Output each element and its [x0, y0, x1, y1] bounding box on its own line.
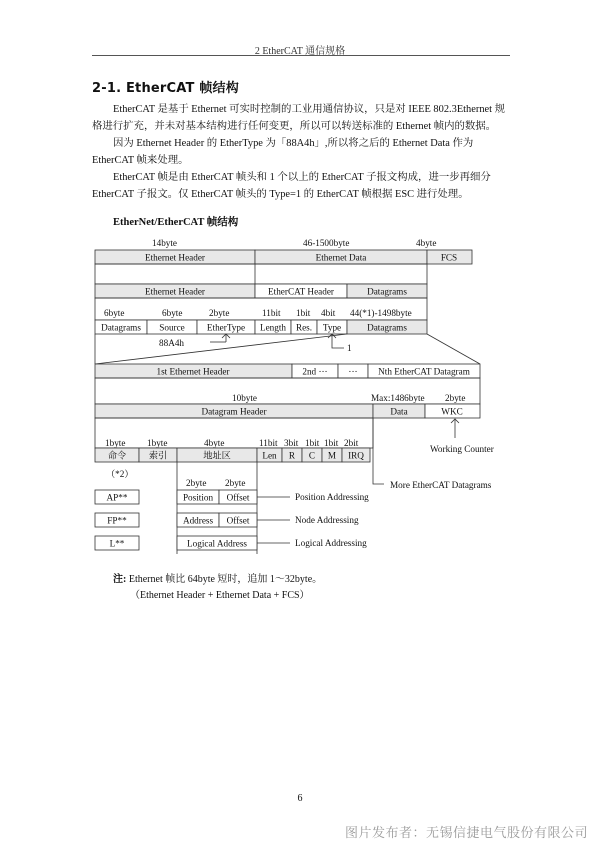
more-datagrams-label: More EtherCAT Datagrams	[390, 480, 492, 490]
frame-structure-diagram	[0, 232, 600, 572]
offset-label-2: Offset	[226, 515, 250, 526]
ethernet-header-label-2: Ethernet Header	[145, 286, 205, 297]
command-label: 命令	[107, 450, 127, 461]
header-rule	[92, 55, 510, 56]
expansion-frame-1	[95, 264, 427, 284]
position-addressing-label: Position Addressing	[295, 492, 369, 502]
more-datagrams-line	[373, 418, 384, 484]
dots-label: ···	[348, 366, 358, 377]
publisher-watermark: 图片发布者：无锡信捷电气股份有限公司	[344, 826, 588, 841]
exp-diag-right	[427, 334, 480, 364]
size-ethertype: 2byte	[209, 308, 230, 318]
running-header: 2 EtherCAT 通信规格	[254, 46, 346, 57]
ethernet-header-label: Ethernet Header	[145, 252, 205, 263]
size-fcs: 4byte	[416, 238, 437, 248]
fcs-label: FCS	[440, 252, 458, 263]
size-address: 4byte	[204, 438, 225, 448]
size-length: 11bit	[262, 308, 281, 318]
size-datagrams: 6byte	[104, 308, 125, 318]
size-command: 1byte	[105, 438, 126, 448]
size-m: 1bit	[324, 438, 339, 448]
source-field-label: Source	[159, 322, 185, 333]
len-label: Len	[262, 450, 277, 461]
data-label: Data	[390, 406, 408, 417]
index-label: 索引	[148, 450, 168, 461]
size-c: 1bit	[305, 438, 320, 448]
type-value: 1	[347, 343, 352, 353]
paragraph-1: EtherCAT 是基于 Ethernet 可实时控制的工业用通信协议，只是对 IEEE 802.3Ethernet 规格进行扩充，并未对基本结构进行任何变更，所以可以转送标准的 Ethernet 帧内的数据。	[92, 104, 505, 132]
ethernet-data-label: Ethernet Data	[315, 252, 367, 263]
size-type: 4bit	[321, 308, 336, 318]
address-label-2: Address	[182, 515, 214, 526]
section-title: 2-1. EtherCAT 帧结构	[92, 81, 239, 96]
size-ethernet-header: 14byte	[152, 238, 178, 248]
datagrams-field-2-label: Datagrams	[367, 322, 407, 333]
size-r: 3bit	[284, 438, 299, 448]
datagram-header-label: Datagram Header	[201, 406, 267, 417]
wkc-label: WKC	[441, 406, 463, 417]
size-data: Max:1486byte	[371, 393, 425, 403]
address-label: 地址区	[203, 450, 231, 461]
size-index: 1byte	[147, 438, 168, 448]
fp-label: FP**	[107, 515, 127, 526]
res-field-label: Res.	[295, 322, 313, 333]
position-label: Position	[182, 492, 214, 503]
size-res: 1bit	[296, 308, 311, 318]
offset-label-1: Offset	[226, 492, 250, 503]
note-label: 注:	[113, 574, 127, 585]
l-label: L**	[109, 538, 125, 549]
note-line-1	[113, 570, 322, 585]
type-field-label: Type	[322, 322, 342, 333]
size-ethernet-data: 46-1500byte	[303, 238, 350, 248]
size-len: 11bit	[259, 438, 278, 448]
ethercat-header-label: EtherCAT Header	[268, 286, 334, 297]
c-label: C	[308, 450, 316, 461]
m-label: M	[327, 450, 337, 461]
datagrams-field-label: Datagrams	[101, 322, 141, 333]
size-datagrams-2: 44(*1)-1498byte	[350, 308, 412, 318]
first-ethernet-header-label: 1st Ethernet Header	[156, 366, 230, 377]
size-position: 2byte	[186, 478, 207, 488]
figure-title: EtherNet/EtherCAT 帧结构	[113, 217, 239, 228]
size-wkc: 2byte	[445, 393, 466, 403]
paragraph-3: EtherCAT 帧是由 EtherCAT 帧头和 1 个以上的 EtherCAT 子报文构成，进一步再细分 EtherCAT 子报文。仅 EtherCAT 帧头的 Type=1 的 EtherCAT 帧根据 ESC 进行处理。	[92, 172, 491, 200]
node-addressing-label: Node Addressing	[295, 515, 359, 525]
note-text-1: Ethernet 帧比 64byte 短时，追加 1～32byte。	[128, 574, 323, 585]
logical-addressing-label: Logical Addressing	[295, 538, 367, 548]
ap-label: AP**	[106, 492, 128, 503]
size-irq: 2bit	[344, 438, 359, 448]
note-2: （*2）	[106, 469, 134, 479]
datagrams-label: Datagrams	[367, 286, 407, 297]
page-number: 6	[297, 793, 303, 804]
size-source: 6byte	[162, 308, 183, 318]
note-text-2: （Ethernet Header + Ethernet Data + FCS）	[130, 590, 310, 601]
body-text	[92, 101, 512, 203]
ethertype-value: 88A4h	[159, 338, 185, 348]
second-label: 2nd ···	[302, 366, 328, 377]
paragraph-2: 因为 Ethernet Header 的 EtherType 为「88A4h」,所以将之后的 Ethernet Data 作为 EtherCAT 帧来处理。	[92, 138, 474, 166]
logical-address-label: Logical Address	[187, 538, 247, 549]
irq-label: IRQ	[348, 450, 364, 461]
working-counter-label: Working Counter	[430, 444, 494, 454]
ethertype-field-label: EtherType	[206, 322, 246, 333]
size-datagram-header: 10byte	[232, 393, 258, 403]
r-label: R	[288, 450, 296, 461]
size-offset: 2byte	[225, 478, 246, 488]
nth-datagram-label: Nth EtherCAT Datagram	[378, 366, 470, 377]
length-field-label: Length	[259, 322, 287, 333]
exp-diag-left	[95, 334, 347, 364]
